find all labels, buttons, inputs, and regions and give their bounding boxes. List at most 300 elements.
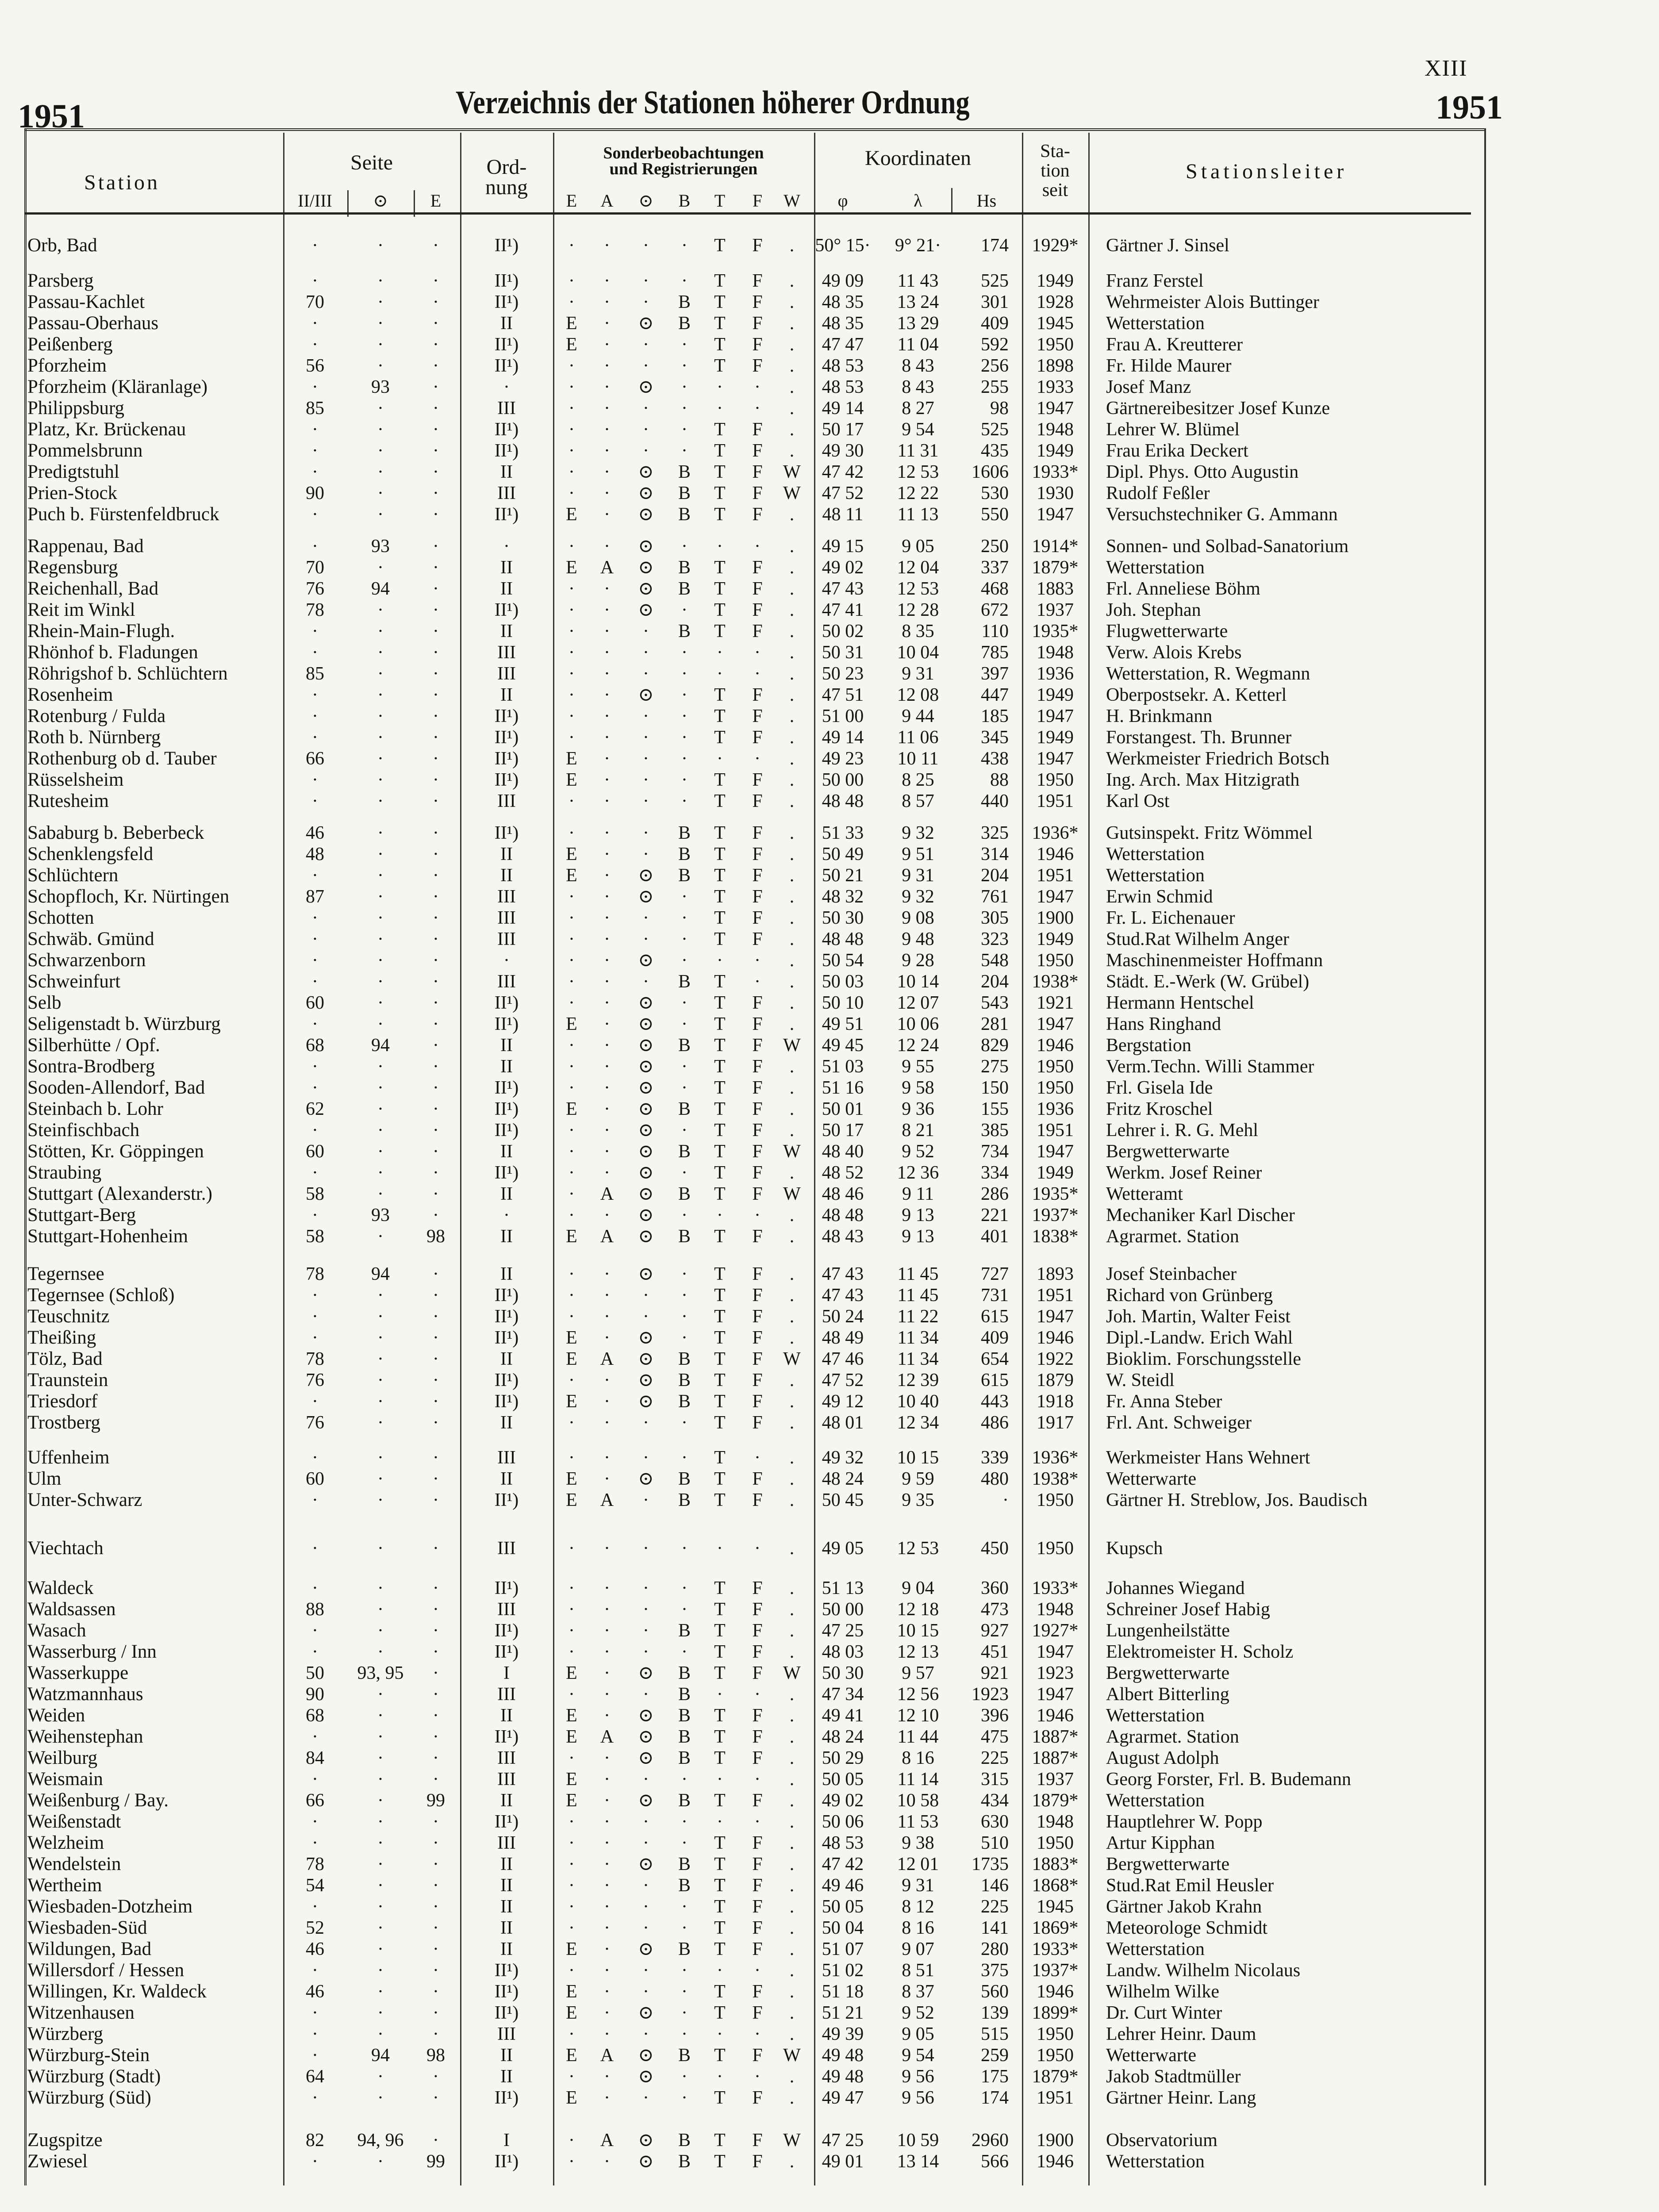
cell-s3: ·: [377, 1833, 384, 1853]
cell-f: F: [752, 1705, 763, 1726]
cell-w: W: [783, 483, 801, 503]
cell-h: 548: [981, 950, 1009, 971]
cell-t: T: [714, 823, 726, 843]
header-seite: Seite: [350, 151, 393, 174]
cell-lat: 49 46: [822, 1875, 864, 1896]
cell-leiter: Stud.Rat Emil Heusler: [1106, 1875, 1274, 1896]
cell-b: ·: [681, 1538, 687, 1559]
cell-f: ·: [754, 664, 760, 684]
cell-w: W: [783, 1035, 801, 1056]
cell-w: .: [789, 1413, 795, 1433]
cell-f: F: [752, 1748, 763, 1768]
cell-o: ⊙: [638, 2130, 654, 2151]
station-name: Tegernsee: [27, 1263, 104, 1284]
cell-lon: 9 56: [902, 2088, 934, 2108]
cell-s2: ·: [312, 2045, 318, 2066]
cell-w: .: [789, 749, 795, 769]
cell-s3: ·: [377, 1141, 384, 1162]
cell-o: ·: [643, 1448, 649, 1468]
cell-s4: ·: [433, 1099, 439, 1119]
cell-e: ·: [568, 929, 575, 949]
cell-leiter: Jakob Stadtmüller: [1106, 2066, 1241, 2087]
cell-lon: 9 32: [902, 823, 934, 843]
cell-t: T: [714, 356, 726, 376]
cell-lat: 50 45: [822, 1490, 864, 1510]
cell-lon: 12 39: [897, 1370, 939, 1390]
station-name: Würzberg: [27, 2024, 104, 2044]
cell-ord: II¹): [494, 1078, 519, 1098]
cell-s4: ·: [433, 1469, 439, 1489]
cell-s4: ·: [433, 1141, 439, 1162]
cell-leiter: Agrarmet. Station: [1106, 1727, 1239, 1747]
cell-ord: II¹): [494, 235, 519, 256]
cell-h: 174: [981, 235, 1009, 256]
cell-lat: 49 12: [822, 1391, 864, 1412]
cell-since: 1949: [1037, 441, 1074, 461]
cell-a: ·: [604, 2003, 610, 2023]
cell-s4: 98: [426, 2045, 445, 2066]
station-name: Rotenburg / Fulda: [27, 706, 166, 726]
cell-f: F: [752, 1939, 763, 1959]
cell-leiter: Bergstation: [1106, 1035, 1191, 1056]
cell-f: F: [752, 235, 763, 256]
cell-t: T: [714, 1599, 726, 1620]
cell-a: ·: [604, 1264, 610, 1284]
cell-o: ·: [643, 1413, 649, 1433]
header-stationsleiter: Stationsleiter: [1186, 160, 1348, 183]
cell-ord: II¹): [494, 1960, 519, 1981]
cell-a: ·: [604, 2066, 610, 2087]
cell-w: .: [789, 536, 795, 557]
table-row: [0, 1162, 1659, 1183]
cell-o: ·: [643, 1538, 649, 1559]
cell-leiter: Mechaniker Karl Discher: [1106, 1205, 1295, 1225]
cell-t: T: [714, 1328, 726, 1348]
cell-f: F: [752, 579, 763, 599]
cell-h: 447: [981, 685, 1009, 705]
cell-ord: II¹): [494, 292, 519, 312]
cell-o: ⊙: [638, 1099, 654, 1119]
cell-w: .: [789, 313, 795, 334]
cell-s2: ·: [312, 441, 318, 461]
cell-h: 1923: [972, 1684, 1009, 1705]
cell-s2: 58: [306, 1184, 324, 1204]
cell-s4: ·: [433, 908, 439, 928]
cell-e: ·: [568, 462, 575, 482]
cell-lon: 9 52: [902, 2003, 934, 2023]
cell-s3: ·: [377, 1621, 384, 1641]
cell-leiter: Bioklim. Forschungsstelle: [1106, 1349, 1301, 1369]
cell-f: ·: [754, 749, 760, 769]
cell-lon: 11 22: [897, 1306, 939, 1327]
cell-lat: 50 05: [822, 1897, 864, 1917]
cell-ord: III: [497, 664, 516, 684]
cell-lat: 49 14: [822, 727, 864, 748]
cell-s4: ·: [433, 1833, 439, 1853]
cell-h: 375: [981, 1960, 1009, 1981]
cell-h: 525: [981, 271, 1009, 291]
year-left: 1951: [18, 98, 85, 135]
cell-lat: 49 01: [822, 2151, 864, 2172]
cell-s3: ·: [377, 1413, 384, 1433]
cell-t: T: [714, 1184, 726, 1204]
cell-lon: 9 48: [902, 929, 934, 949]
table-row: [0, 663, 1659, 684]
cell-leiter: Gärtner Jakob Krahn: [1106, 1897, 1262, 1917]
station-name: Schweinfurt: [27, 971, 121, 992]
cell-o: ·: [643, 1875, 649, 1896]
cell-o: ·: [643, 1960, 649, 1981]
cell-t: T: [714, 887, 726, 907]
cell-s2: 60: [306, 1469, 324, 1489]
cell-w: .: [789, 1918, 795, 1938]
cell-lon: 11 34: [897, 1328, 939, 1348]
cell-a: ·: [604, 1120, 610, 1141]
cell-lat: 51 16: [822, 1078, 864, 1098]
cell-s4: ·: [433, 1163, 439, 1183]
cell-e: E: [566, 770, 577, 790]
cell-lat: 50 23: [822, 664, 864, 684]
cell-leiter: Wetteramt: [1106, 1184, 1183, 1204]
cell-s3: ·: [377, 706, 384, 726]
cell-h: 761: [981, 887, 1009, 907]
cell-since: 1946: [1037, 1328, 1074, 1348]
station-name: Schopfloch, Kr. Nürtingen: [27, 886, 230, 907]
station-name: Wendelstein: [27, 1854, 121, 1874]
cell-w: .: [789, 1621, 795, 1641]
cell-e: ·: [568, 2151, 575, 2172]
cell-s2: ·: [312, 706, 318, 726]
cell-lon: 10 06: [897, 1014, 939, 1034]
cell-e: ·: [568, 685, 575, 705]
cell-lat: 50 03: [822, 972, 864, 992]
cell-e: ·: [568, 1141, 575, 1162]
cell-lat: 51 13: [822, 1578, 864, 1598]
station-name: Rothenburg ob d. Tauber: [27, 748, 217, 769]
table-row: [0, 1077, 1659, 1098]
cell-f: F: [752, 1897, 763, 1917]
cell-b: ·: [681, 770, 687, 790]
cell-ord: II¹): [494, 504, 519, 525]
cell-lat: 49 47: [822, 2088, 864, 2108]
cell-s2: ·: [312, 1490, 318, 1510]
cell-w: .: [789, 1014, 795, 1034]
cell-lat: 47 43: [822, 579, 864, 599]
cell-h: 256: [981, 356, 1009, 376]
cell-s4: ·: [433, 1705, 439, 1726]
header-sonder-sub: W: [783, 191, 800, 211]
cell-ord: II: [500, 1897, 513, 1917]
cell-s4: ·: [433, 2003, 439, 2023]
cell-s2: 76: [306, 579, 324, 599]
cell-t: ·: [717, 536, 723, 557]
cell-since: 1937: [1037, 1769, 1074, 1790]
cell-h: 654: [981, 1349, 1009, 1369]
cell-f: F: [752, 1663, 763, 1683]
cell-t: T: [714, 1306, 726, 1327]
cell-s3: ·: [377, 1727, 384, 1747]
cell-s4: 98: [426, 1226, 445, 1247]
cell-a: ·: [604, 504, 610, 525]
cell-f: F: [752, 929, 763, 949]
cell-h: 185: [981, 706, 1009, 726]
cell-s3: ·: [377, 483, 384, 503]
station-name: Viechtach: [27, 1538, 104, 1559]
cell-s4: ·: [433, 1939, 439, 1959]
cell-lat: 50 17: [822, 1120, 864, 1141]
cell-lon: 11 43: [897, 271, 939, 291]
cell-o: ⊙: [638, 377, 654, 397]
cell-since: 1950: [1037, 1078, 1074, 1098]
cell-h: 314: [981, 844, 1009, 864]
cell-leiter: Wetterstation: [1106, 557, 1205, 578]
cell-since: 1918: [1037, 1391, 1074, 1412]
cell-e: E: [566, 2045, 577, 2066]
cell-h: 360: [981, 1578, 1009, 1598]
cell-lat: 47 25: [822, 1621, 864, 1641]
cell-since: 1945: [1037, 313, 1074, 334]
cell-h: 734: [981, 1141, 1009, 1162]
table-row: [0, 950, 1659, 971]
cell-leiter: Werkmeister Friedrich Botsch: [1106, 749, 1330, 769]
cell-s4: ·: [433, 579, 439, 599]
cell-s2: ·: [312, 1120, 318, 1141]
cell-leiter: Wetterwarte: [1106, 1469, 1197, 1489]
cell-lat: 48 43: [822, 1226, 864, 1247]
cell-lat: 51 21: [822, 2003, 864, 2023]
cell-s3: 94: [371, 2045, 390, 2066]
cell-f: F: [752, 1599, 763, 1620]
cell-since: 1933*: [1032, 462, 1079, 482]
cell-b: B: [678, 844, 691, 864]
cell-h: 174: [981, 2088, 1009, 2108]
cell-o: ⊙: [638, 1727, 654, 1747]
cell-lon: 8 51: [902, 1960, 934, 1981]
cell-a: ·: [604, 621, 610, 641]
cell-lon: 11 34: [897, 1349, 939, 1369]
cell-leiter: Wetterstation: [1106, 1790, 1205, 1811]
cell-s4: ·: [433, 292, 439, 312]
cell-lon: 11 44: [897, 1727, 939, 1747]
cell-f: ·: [754, 972, 760, 992]
cell-since: 1949: [1037, 271, 1074, 291]
cell-s4: ·: [433, 1391, 439, 1412]
cell-w: .: [789, 334, 795, 355]
cell-f: F: [752, 1099, 763, 1119]
cell-o: ·: [643, 844, 649, 864]
cell-lon: 11 31: [897, 441, 939, 461]
cell-w: .: [789, 1599, 795, 1620]
cell-e: ·: [568, 1285, 575, 1306]
cell-w: .: [789, 706, 795, 726]
cell-lat: 50 30: [822, 908, 864, 928]
cell-s4: ·: [433, 685, 439, 705]
cell-lat: 49 32: [822, 1448, 864, 1468]
table-row: [0, 1538, 1659, 1559]
cell-s3: 93: [371, 1205, 390, 1225]
cell-lat: 47 42: [822, 462, 864, 482]
cell-h: 305: [981, 908, 1009, 928]
cell-a: A: [600, 1349, 614, 1369]
cell-lat: 49 02: [822, 1790, 864, 1811]
cell-b: ·: [681, 1982, 687, 2002]
cell-h: 345: [981, 727, 1009, 748]
table-row: [0, 1056, 1659, 1077]
cell-s4: ·: [433, 1727, 439, 1747]
cell-s3: ·: [377, 642, 384, 663]
cell-lon: 12 56: [897, 1684, 939, 1705]
cell-o: ·: [643, 1833, 649, 1853]
cell-a: ·: [604, 334, 610, 355]
cell-since: 1945: [1037, 1897, 1074, 1917]
cell-since: 1879*: [1032, 2066, 1079, 2087]
cell-h: 543: [981, 993, 1009, 1013]
cell-s2: ·: [312, 1621, 318, 1641]
cell-s2: ·: [312, 1578, 318, 1598]
cell-o: ·: [643, 356, 649, 376]
cell-a: ·: [604, 993, 610, 1013]
cell-f: F: [752, 1469, 763, 1489]
cell-ord: II: [500, 579, 513, 599]
cell-s4: ·: [433, 1599, 439, 1620]
cell-a: ·: [604, 749, 610, 769]
table-row: [0, 1490, 1659, 1511]
cell-b: ·: [681, 1205, 687, 1225]
cell-ord: III: [497, 1538, 516, 1559]
table-row: [0, 642, 1659, 663]
station-name: Wiesbaden-Dotzheim: [27, 1896, 193, 1917]
cell-b: ·: [681, 993, 687, 1013]
cell-since: 1951: [1037, 1285, 1074, 1306]
cell-ord: II: [500, 1854, 513, 1874]
cell-s2: 66: [306, 1790, 324, 1811]
station-name: Stuttgart-Hohenheim: [27, 1226, 188, 1247]
cell-lon: 9 57: [902, 1663, 934, 1683]
table-row: [0, 2045, 1659, 2066]
cell-lat: 50 05: [822, 1769, 864, 1790]
cell-s3: ·: [377, 235, 384, 256]
cell-s4: ·: [433, 749, 439, 769]
cell-leiter: Verm.Techn. Willi Stammer: [1106, 1056, 1314, 1077]
cell-e: ·: [568, 706, 575, 726]
header-sonder-sub: A: [600, 191, 614, 211]
cell-t: T: [714, 706, 726, 726]
cell-s2: ·: [312, 1727, 318, 1747]
cell-e: E: [566, 1663, 577, 1683]
cell-a: ·: [604, 1578, 610, 1598]
cell-since: 1950: [1037, 1490, 1074, 1510]
cell-s2: 68: [306, 1705, 324, 1726]
cell-t: T: [714, 972, 726, 992]
station-name: Weihenstephan: [27, 1726, 143, 1747]
cell-w: .: [789, 1163, 795, 1183]
station-name: Waldeck: [27, 1578, 94, 1598]
cell-h: 204: [981, 972, 1009, 992]
cell-e: ·: [568, 1306, 575, 1327]
cell-s4: ·: [433, 770, 439, 790]
cell-s4: ·: [433, 1748, 439, 1768]
cell-h: 435: [981, 441, 1009, 461]
cell-s3: ·: [377, 1078, 384, 1098]
cell-e: ·: [568, 1621, 575, 1641]
cell-lon: 12 53: [897, 1538, 939, 1559]
cell-o: ·: [643, 749, 649, 769]
table-row: [0, 886, 1659, 907]
cell-leiter: Joh. Stephan: [1106, 600, 1201, 620]
cell-leiter: Meteorologe Schmidt: [1106, 1918, 1268, 1938]
cell-o: ⊙: [638, 865, 654, 886]
table-row: [0, 769, 1659, 791]
cell-ord: II¹): [494, 727, 519, 748]
cell-t: T: [714, 235, 726, 256]
table-row: [0, 1205, 1659, 1226]
cell-ord: II¹): [494, 1099, 519, 1119]
cell-leiter: Fr. Anna Steber: [1106, 1391, 1222, 1412]
cell-a: ·: [604, 1621, 610, 1641]
cell-o: ·: [643, 292, 649, 312]
cell-b: ·: [681, 398, 687, 419]
cell-s2: ·: [312, 1960, 318, 1981]
cell-t: T: [714, 1014, 726, 1034]
cell-t: T: [714, 791, 726, 811]
cell-s2: ·: [312, 2024, 318, 2044]
cell-s3: ·: [377, 557, 384, 578]
cell-e: E: [566, 504, 577, 525]
cell-a: ·: [604, 972, 610, 992]
cell-leiter: Bergwetterwarte: [1106, 1663, 1230, 1683]
cell-t: ·: [717, 749, 723, 769]
cell-s3: ·: [377, 2088, 384, 2108]
cell-s4: ·: [433, 972, 439, 992]
station-name: Teuschnitz: [27, 1306, 110, 1327]
table-row: [0, 376, 1659, 398]
cell-s4: ·: [433, 1448, 439, 1468]
station-name: Trostberg: [27, 1412, 100, 1433]
cell-f: F: [752, 334, 763, 355]
cell-s2: ·: [312, 2088, 318, 2108]
cell-t: T: [714, 1285, 726, 1306]
station-name: Rhönhof b. Fladungen: [27, 642, 198, 663]
cell-leiter: Fr. Hilde Maurer: [1106, 356, 1232, 376]
cell-a: ·: [604, 844, 610, 864]
cell-b: B: [678, 557, 691, 578]
station-name: Seligenstadt b. Würzburg: [27, 1014, 221, 1034]
cell-s2: 58: [306, 1226, 324, 1247]
table-row: [0, 2024, 1659, 2045]
table-row: [0, 2066, 1659, 2087]
cell-h: 615: [981, 1370, 1009, 1390]
cell-since: 1947: [1037, 1642, 1074, 1662]
cell-lon: 9 28: [902, 950, 934, 971]
cell-ord: II: [500, 1035, 513, 1056]
cell-lon: 11 53: [897, 1812, 939, 1832]
cell-lon: 12 10: [897, 1705, 939, 1726]
cell-lon: 9 31: [902, 664, 934, 684]
cell-lat: 50 54: [822, 950, 864, 971]
cell-h: 450: [981, 1538, 1009, 1559]
cell-t: T: [714, 929, 726, 949]
cell-ord: III: [497, 908, 516, 928]
cell-s4: ·: [433, 823, 439, 843]
cell-s3: ·: [377, 356, 384, 376]
cell-lon: 11 04: [897, 334, 939, 355]
cell-lat: 49 15: [822, 536, 864, 557]
cell-s4: ·: [433, 865, 439, 886]
cell-s2: 46: [306, 1982, 324, 2002]
cell-h: 150: [981, 1078, 1009, 1098]
cell-h: 473: [981, 1599, 1009, 1620]
cell-a: ·: [604, 1854, 610, 1874]
